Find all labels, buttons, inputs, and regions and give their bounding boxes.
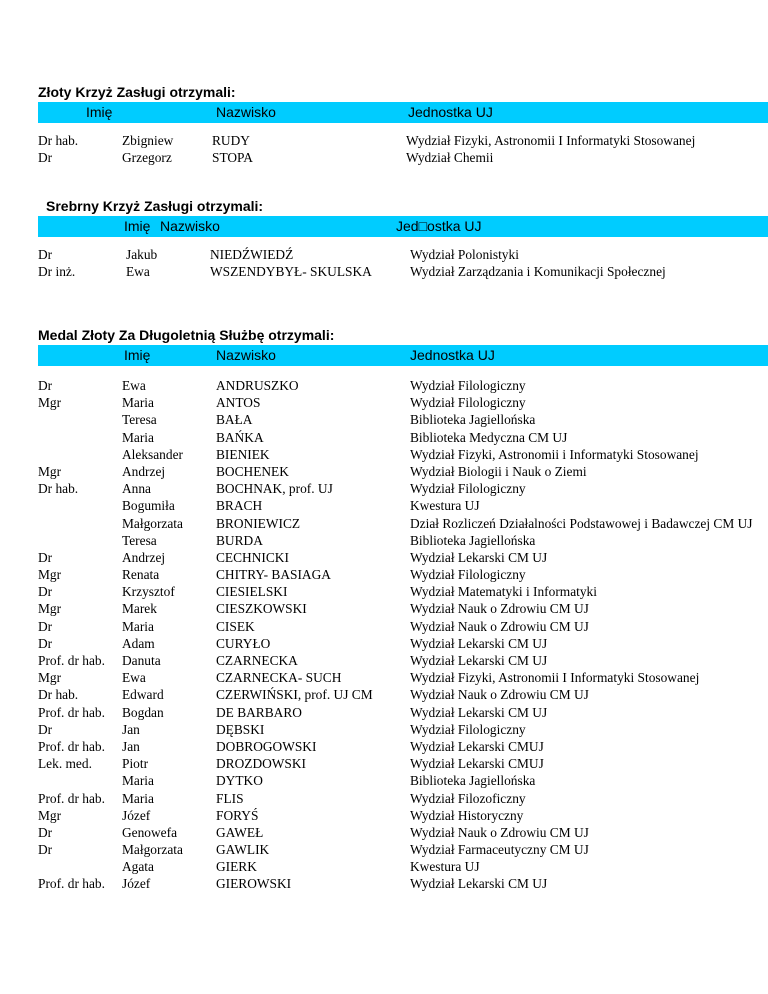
header-nazwisko: Nazwisko xyxy=(160,218,220,234)
cell-nazwisko: RUDY xyxy=(212,133,250,148)
cell-imie: Grzegorz xyxy=(122,150,172,166)
cell-jednostka: Wydział Lekarski CM UJ xyxy=(410,635,548,651)
table-row xyxy=(0,515,768,532)
cell-tytul: Mgr xyxy=(38,395,62,411)
cell-imie: Adam xyxy=(122,635,155,651)
cell-jednostka: Wydział Nauk o Zdrowiu CM UJ xyxy=(410,687,589,703)
table-row xyxy=(0,583,768,600)
cell-jednostka: Wydział Chemii xyxy=(406,150,494,166)
cell-nazwisko: CECHNICKI xyxy=(216,549,289,565)
cell-nazwisko: DE BARBARO xyxy=(216,704,302,720)
cell-imie: Jan xyxy=(122,738,140,754)
table-row xyxy=(0,394,768,411)
table-row xyxy=(0,149,768,166)
cell-imie: Anna xyxy=(122,481,152,497)
header-jednostka: Jed□ostka UJ xyxy=(396,218,482,234)
header-bar xyxy=(38,216,768,237)
cell-imie: Genowefa xyxy=(122,824,178,840)
cell-nazwisko: BURDA xyxy=(216,532,263,548)
cell-jednostka: Wydział Filologiczny xyxy=(410,567,526,583)
table-row xyxy=(0,446,768,463)
header-nazwisko: Nazwisko xyxy=(216,347,276,363)
cell-tytul: Dr hab. xyxy=(38,481,79,497)
table-row xyxy=(0,858,768,875)
cell-imie: Ewa xyxy=(122,670,146,686)
cell-jednostka: Wydział Lekarski CMUJ xyxy=(410,756,544,772)
cell-tytul: Dr xyxy=(38,549,53,565)
table-row xyxy=(0,480,768,497)
cell-nazwisko: WSZENDYBYŁ- SKULSKA xyxy=(210,264,372,280)
cell-imie: Józef xyxy=(122,807,151,823)
cell-tytul: Dr hab. xyxy=(38,687,79,703)
cell-tytul: Prof. dr hab. xyxy=(38,704,105,720)
table-row xyxy=(0,497,768,514)
cell-jednostka: Wydział Fizyki, Astronomii I Informatyki Stosowanej xyxy=(406,133,696,148)
cell-tytul: Prof. dr hab. xyxy=(38,653,105,668)
cell-jednostka: Wydział Lekarski CM UJ xyxy=(410,653,548,668)
table-row xyxy=(0,566,768,583)
cell-nazwisko: CZERWIŃSKI, prof. UJ CM xyxy=(216,687,373,703)
cell-nazwisko: CZARNECKA- SUCH xyxy=(216,670,342,686)
cell-tytul: Prof. dr hab. xyxy=(38,790,105,806)
section-title: Medal Złoty Za Długoletnią Służbę otrzymali: xyxy=(38,327,335,343)
cell-imie: Teresa xyxy=(122,532,157,548)
cell-jednostka: Wydział Filologiczny xyxy=(410,378,526,393)
cell-jednostka: Wydział Biologii i Nauk o Ziemi xyxy=(410,463,587,479)
cell-jednostka: Wydział Matematyki i Informatyki xyxy=(410,584,597,600)
cell-nazwisko: CIESIELSKI xyxy=(216,584,288,600)
table-row xyxy=(0,377,768,394)
cell-nazwisko: BAŁA xyxy=(216,412,253,428)
cell-nazwisko: FLIS xyxy=(216,790,244,806)
cell-nazwisko: NIEDŹWIEDŹ xyxy=(210,247,294,262)
cell-imie: Andrzej xyxy=(122,549,166,565)
table-rows xyxy=(0,132,768,166)
cell-jednostka: Wydział Filologiczny xyxy=(410,721,526,737)
table-row xyxy=(0,429,768,446)
table-row xyxy=(0,755,768,772)
cell-imie: Edward xyxy=(122,687,164,703)
table-rows xyxy=(0,246,768,280)
cell-imie: Aleksander xyxy=(122,446,183,462)
cell-jednostka: Kwestura UJ xyxy=(410,859,480,875)
cell-tytul: Dr xyxy=(38,584,53,600)
cell-jednostka: Biblioteka Jagiellońska xyxy=(410,773,536,789)
cell-tytul: Prof. dr hab. xyxy=(38,738,105,754)
cell-jednostka: Wydział Lekarski CM UJ xyxy=(410,876,548,892)
table-rows xyxy=(0,377,768,893)
cell-jednostka: Wydział Zarządzania i Komunikacji Społecznej xyxy=(410,264,666,280)
cell-tytul: Lek. med. xyxy=(38,756,92,772)
cell-jednostka: Wydział Historyczny xyxy=(410,807,524,823)
cell-nazwisko: DYTKO xyxy=(216,773,263,789)
table-row xyxy=(0,532,768,549)
table-row xyxy=(0,669,768,686)
cell-jednostka: Wydział Farmaceutyczny CM UJ xyxy=(410,842,589,858)
table-row xyxy=(0,807,768,824)
cell-tytul: Dr hab. xyxy=(38,133,79,148)
cell-nazwisko: CIESZKOWSKI xyxy=(216,601,307,617)
cell-jednostka: Wydział Filologiczny xyxy=(410,395,526,411)
cell-imie: Ewa xyxy=(122,378,146,393)
cell-imie: Agata xyxy=(122,859,154,875)
cell-jednostka: Wydział Lekarski CM UJ xyxy=(410,704,548,720)
table-row xyxy=(0,263,768,280)
cell-jednostka: Biblioteka Medyczna CM UJ xyxy=(410,429,568,445)
header-imie: Imię xyxy=(124,347,151,363)
cell-jednostka: Wydział Lekarski CMUJ xyxy=(410,738,544,754)
table-row xyxy=(0,549,768,566)
cell-jednostka: Wydział Fizyki, Astronomii i Informatyki Stosowanej xyxy=(410,446,699,462)
table-row xyxy=(0,686,768,703)
cell-nazwisko: DOBROGOWSKI xyxy=(216,738,317,754)
cell-imie: Maria xyxy=(122,429,154,445)
cell-tytul: Mgr xyxy=(38,463,62,479)
cell-jednostka: Wydział Nauk o Zdrowiu CM UJ xyxy=(410,618,589,634)
cell-jednostka: Wydział Nauk o Zdrowiu CM UJ xyxy=(410,824,589,840)
cell-tytul: Dr xyxy=(38,247,53,262)
cell-jednostka: Wydział Filologiczny xyxy=(410,481,526,497)
cell-nazwisko: CZARNECKA xyxy=(216,653,298,668)
table-row xyxy=(0,824,768,841)
cell-nazwisko: GIERK xyxy=(216,859,257,875)
table-row xyxy=(0,411,768,428)
cell-nazwisko: CISEK xyxy=(216,618,255,634)
table-row xyxy=(0,790,768,807)
cell-nazwisko: BOCHENEK xyxy=(216,463,289,479)
table-row xyxy=(0,618,768,635)
cell-imie: Józef xyxy=(122,876,151,892)
table-row xyxy=(0,704,768,721)
section-title: Srebrny Krzyż Zasługi otrzymali: xyxy=(46,198,264,214)
cell-nazwisko: STOPA xyxy=(212,150,253,166)
header-nazwisko: Nazwisko xyxy=(216,104,276,120)
table-row xyxy=(0,600,768,617)
cell-tytul: Dr xyxy=(38,824,53,840)
header-bar xyxy=(38,102,768,123)
cell-nazwisko: ANDRUSZKO xyxy=(216,378,299,393)
cell-jednostka: Dział Rozliczeń Działalności Podstawowej i Badawczej CM UJ xyxy=(410,515,753,531)
cell-jednostka: Wydział Nauk o Zdrowiu CM UJ xyxy=(410,601,589,617)
cell-imie: Bogumiła xyxy=(122,498,175,514)
cell-imie: Krzysztof xyxy=(122,584,175,600)
cell-jednostka: Kwestura UJ xyxy=(410,498,480,514)
table-row xyxy=(0,463,768,480)
cell-tytul: Prof. dr hab. xyxy=(38,876,105,892)
cell-imie: Małgorzata xyxy=(122,842,183,858)
table-row xyxy=(0,738,768,755)
cell-imie: Maria xyxy=(122,790,154,806)
header-jednostka: Jednostka UJ xyxy=(408,104,493,120)
cell-imie: Danuta xyxy=(122,653,161,668)
cell-tytul: Dr xyxy=(38,618,53,634)
cell-nazwisko: BIENIEK xyxy=(216,446,270,462)
cell-jednostka: Wydział Filozoficzny xyxy=(410,790,526,806)
cell-imie: Renata xyxy=(122,567,160,583)
header-imie: Imię xyxy=(86,104,113,120)
cell-tytul: Dr xyxy=(38,378,53,393)
cell-imie: Maria xyxy=(122,618,154,634)
table-row xyxy=(0,875,768,892)
table-row xyxy=(0,652,768,669)
cell-imie: Andrzej xyxy=(122,463,166,479)
cell-jednostka: Biblioteka Jagiellońska xyxy=(410,532,536,548)
cell-tytul: Mgr xyxy=(38,670,62,686)
cell-jednostka: Wydział Lekarski CM UJ xyxy=(410,549,548,565)
cell-nazwisko: GAWEŁ xyxy=(216,824,264,840)
cell-tytul: Mgr xyxy=(38,567,62,583)
cell-nazwisko: DĘBSKI xyxy=(216,721,265,737)
table-row xyxy=(0,635,768,652)
cell-tytul: Mgr xyxy=(38,601,62,617)
table-row xyxy=(0,721,768,738)
header-imie: Imię xyxy=(124,218,151,234)
cell-imie: Marek xyxy=(122,601,157,617)
cell-nazwisko: BAŃKA xyxy=(216,429,264,445)
section-title: Złoty Krzyż Zasługi otrzymali: xyxy=(38,84,236,100)
cell-tytul: Dr xyxy=(38,150,53,166)
cell-nazwisko: FORYŚ xyxy=(216,807,259,823)
cell-nazwisko: BRACH xyxy=(216,498,263,514)
table-row xyxy=(0,772,768,789)
cell-nazwisko: BRONIEWICZ xyxy=(216,515,301,531)
cell-nazwisko: ANTOS xyxy=(216,395,261,411)
cell-jednostka: Biblioteka Jagiellońska xyxy=(410,412,536,428)
cell-tytul: Dr inż. xyxy=(38,264,76,280)
cell-imie: Zbigniew xyxy=(122,133,174,148)
cell-imie: Teresa xyxy=(122,412,157,428)
cell-nazwisko: CHITRY- BASIAGA xyxy=(216,567,331,583)
header-jednostka: Jednostka UJ xyxy=(410,347,495,363)
table-row xyxy=(0,246,768,263)
cell-nazwisko: GAWLIK xyxy=(216,842,270,858)
table-row xyxy=(0,132,768,149)
cell-imie: Ewa xyxy=(126,264,150,280)
cell-tytul: Mgr xyxy=(38,807,62,823)
cell-imie: Jakub xyxy=(126,247,158,262)
cell-imie: Bogdan xyxy=(122,704,164,720)
cell-nazwisko: DROZDOWSKI xyxy=(216,756,307,772)
cell-tytul: Dr xyxy=(38,842,53,858)
cell-jednostka: Wydział Polonistyki xyxy=(410,247,519,262)
cell-imie: Piotr xyxy=(122,756,149,772)
cell-imie: Maria xyxy=(122,395,154,411)
cell-jednostka: Wydział Fizyki, Astronomii I Informatyki Stosowanej xyxy=(410,670,700,686)
cell-imie: Jan xyxy=(122,721,140,737)
cell-imie: Maria xyxy=(122,773,154,789)
header-bar xyxy=(38,345,768,366)
table-row xyxy=(0,841,768,858)
cell-nazwisko: GIEROWSKI xyxy=(216,876,292,892)
cell-tytul: Dr xyxy=(38,635,53,651)
cell-imie: Małgorzata xyxy=(122,515,183,531)
cell-nazwisko: CURYŁO xyxy=(216,635,271,651)
cell-nazwisko: BOCHNAK, prof. UJ xyxy=(216,481,333,497)
cell-tytul: Dr xyxy=(38,721,53,737)
